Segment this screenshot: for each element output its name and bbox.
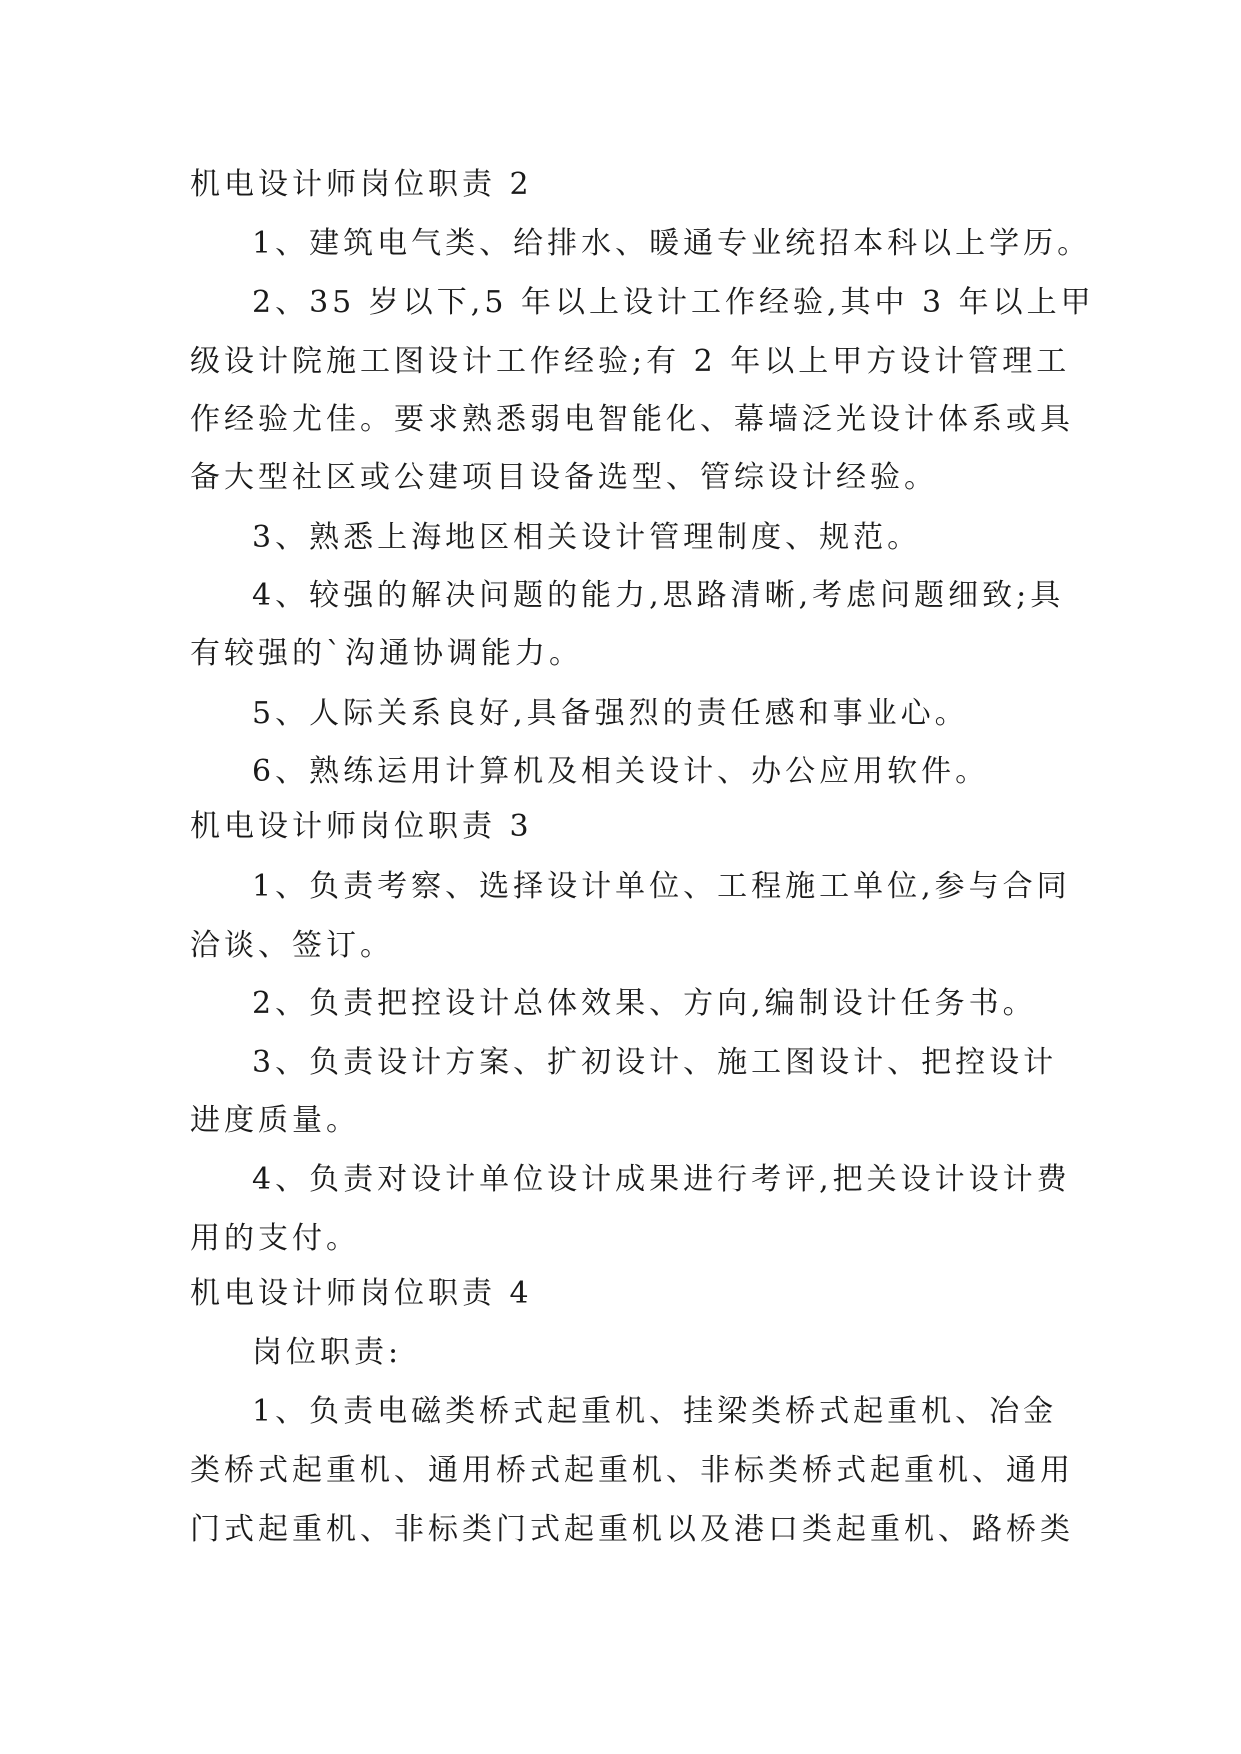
paragraph-line: 级设计院施工图设计工作经验;有 2 年以上甲方设计管理工 (190, 344, 1071, 379)
paragraph-line: 岗位职责: (252, 1335, 403, 1370)
paragraph-line: 作经验尤佳。要求熟悉弱电智能化、幕墙泛光设计体系或具 (190, 402, 1074, 437)
paragraph-line: 4、负责对设计单位设计成果进行考评,把关设计设计费 (252, 1162, 1071, 1197)
paragraph-line: 1、建筑电气类、给排水、暖通专业统招本科以上学历。 (252, 226, 1092, 261)
paragraph-line: 5、人际关系良好,具备强烈的责任感和事业心。 (252, 696, 969, 731)
section-heading-4: 机电设计师岗位职责 4 (190, 1276, 533, 1311)
section-heading-3: 机电设计师岗位职责 3 (190, 809, 533, 844)
paragraph-line: 3、熟悉上海地区相关设计管理制度、规范。 (252, 520, 922, 555)
paragraph-line: 1、负责电磁类桥式起重机、挂梁类桥式起重机、冶金 (252, 1394, 1058, 1429)
paragraph-line: 备大型社区或公建项目设备选型、管综设计经验。 (190, 460, 938, 495)
paragraph-line: 6、熟练运用计算机及相关设计、办公应用软件。 (252, 754, 990, 789)
paragraph-line: 2、负责把控设计总体效果、方向,编制设计任务书。 (252, 986, 1037, 1021)
paragraph-line: 用的支付。 (190, 1221, 360, 1256)
paragraph-line: 有较强的`沟通协调能力。 (190, 636, 583, 671)
paragraph-line: 进度质量。 (190, 1103, 360, 1138)
paragraph-line: 洽谈、签订。 (190, 928, 394, 963)
paragraph-line: 类桥式起重机、通用桥式起重机、非标类桥式起重机、通用 (190, 1453, 1074, 1488)
paragraph-line: 3、负责设计方案、扩初设计、施工图设计、把控设计 (252, 1045, 1058, 1080)
paragraph-line: 门式起重机、非标类门式起重机以及港口类起重机、路桥类 (190, 1512, 1074, 1547)
paragraph-line: 1、负责考察、选择设计单位、工程施工单位,参与合同 (252, 869, 1071, 904)
section-heading-2: 机电设计师岗位职责 2 (190, 167, 533, 202)
paragraph-line: 2、35 岁以下,5 年以上设计工作经验,其中 3 年以上甲 (252, 285, 1095, 320)
paragraph-line: 4、较强的解决问题的能力,思路清晰,考虑问题细致;具 (252, 578, 1065, 613)
